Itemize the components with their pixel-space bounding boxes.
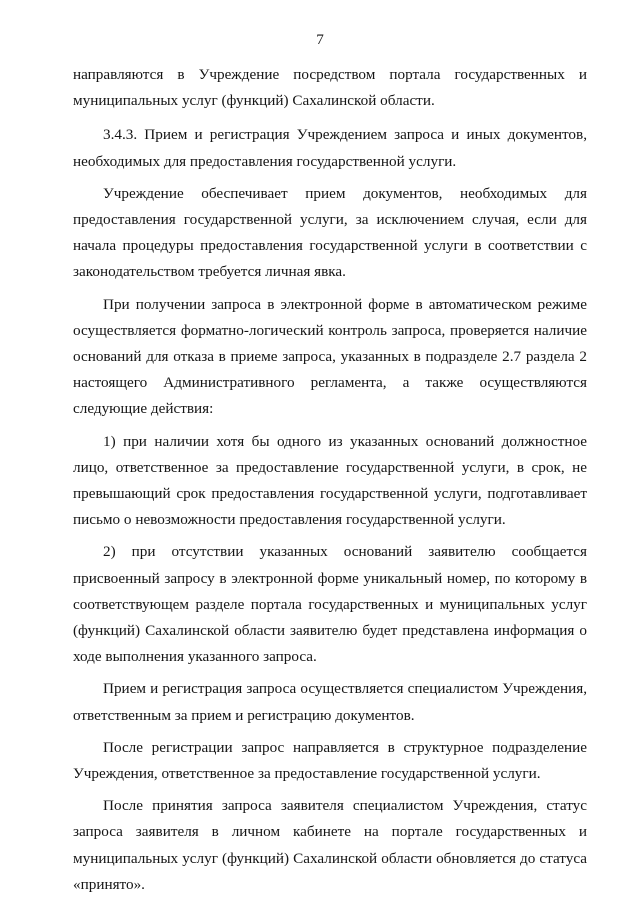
paragraph-registration: Прием и регистрация запроса осуществляется специалистом Учреждения, ответственным за прием и регистрацию документов. (73, 680, 587, 724)
paragraph-item-2: 2) при отсутствии указанных оснований заявителю сообщается присвоенный запросу в электронной форме уникальный номер, по которому в соответствующем разделе портала государственных и муниципальных услуг (функций) Сахалинской области заявителю будет представлена информация о ходе выполнения указанного запроса. (73, 543, 587, 666)
paragraph-continuation: направляются в Учреждение посредством портала государственных и муниципальных услуг (функций) Сахалинской области. (73, 66, 587, 110)
paragraph-item-1: 1) при наличии хотя бы одного из указанных оснований должностное лицо, ответственное за предоставление государственной услуги, в срок, не превышающий срок предоставления государственной услуги, подготавливает письмо о невозможности предоставления государственной услуги. (73, 432, 587, 529)
page-number: 7 (316, 31, 324, 48)
paragraph-document-acceptance: Учреждение обеспечивает прием документов, необходимых для предоставления государственной услуги, за исключением случая, если для начала процедуры предоставления государственной услуги в соответствии с законодательством требуется личная явка. (73, 184, 587, 281)
paragraph-status-update: После принятия запроса заявителя специалистом Учреждения, статус запроса заявителя в личном кабинете на портале государственных и муниципальных услуг (функций) Сахалинской области обновляется до статуса «принято». (73, 797, 587, 893)
paragraph-section-3-4-3: 3.4.3. Прием и регистрация Учреждением запроса и иных документов, необходимых для предоставления государственной услуги. (73, 126, 587, 170)
paragraph-forwarding: После регистрации запрос направляется в структурное подразделение Учреждения, ответственное за предоставление государственной услуги. (73, 738, 587, 783)
paragraph-electronic-request: При получении запроса в электронной форме в автоматическом режиме осуществляется форматно-логический контроль запроса, проверяется наличие оснований для отказа в приеме запроса, указанных в подразделе 2.7 раздела 2 настоящего Административного регламента, а также осуществляются следующие действия: (73, 295, 587, 418)
document-body (73, 62, 587, 898)
